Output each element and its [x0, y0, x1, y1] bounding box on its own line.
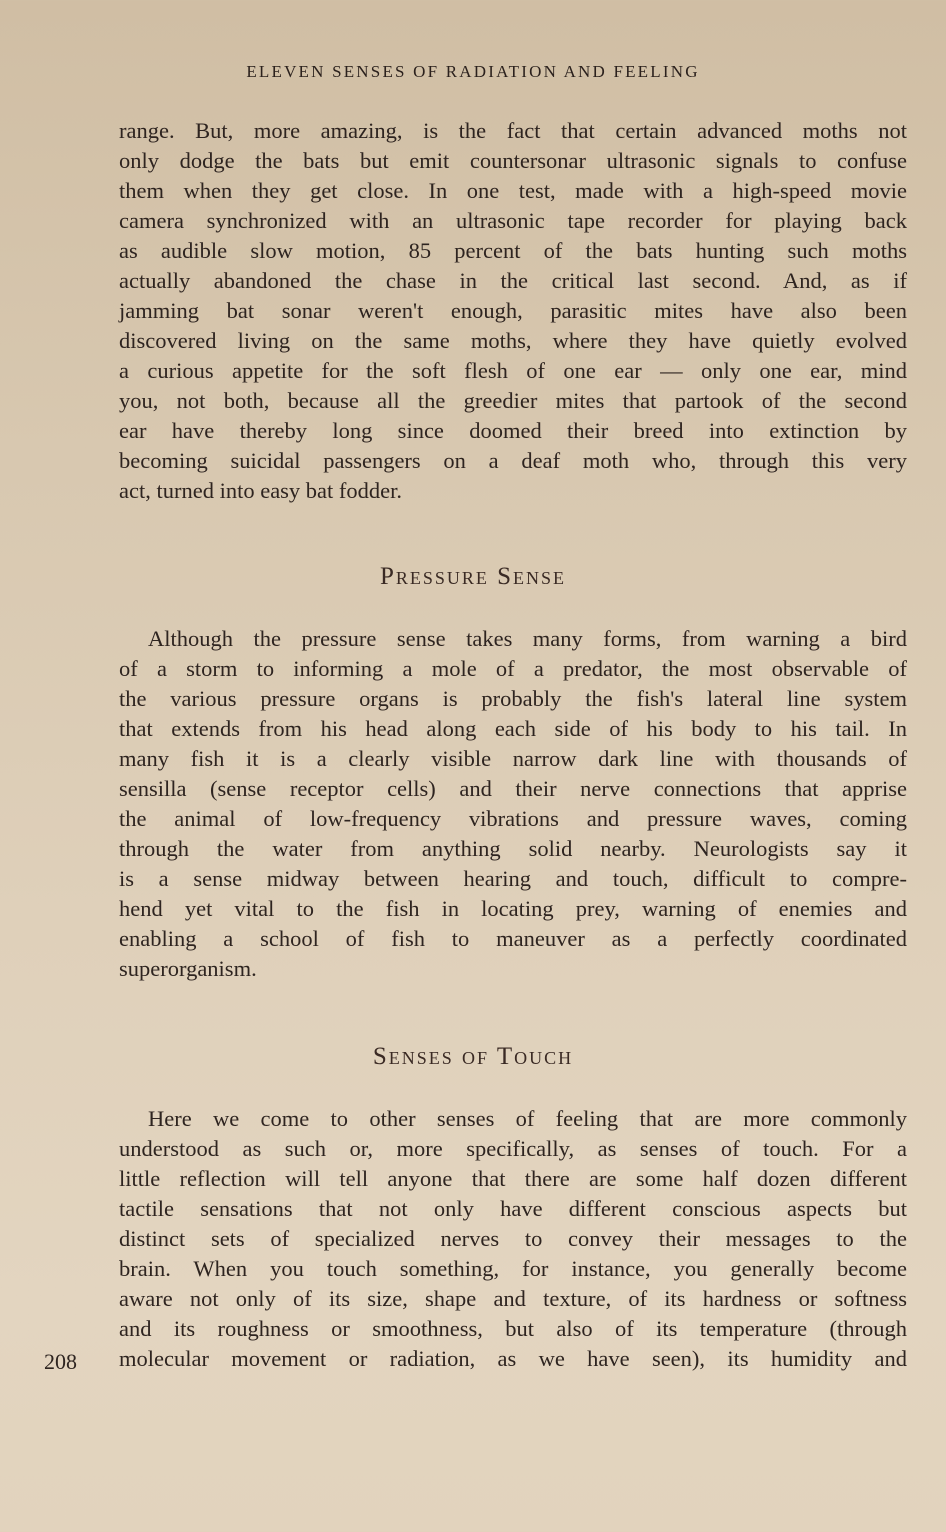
- text-line: act, turned into easy bat fodder.: [119, 478, 403, 503]
- text-line: brain. When you touch something, for instance, you generally become: [119, 1256, 907, 1281]
- text-line: them when they get close. In one test, made with a high-speed movie: [119, 178, 907, 203]
- text-line: enabling a school of fish to maneuver as a perfectly coordinated: [119, 926, 907, 951]
- text-line: camera synchronized with an ultrasonic tape recorder for playing back: [119, 208, 907, 233]
- text-line: Here we come to other senses of feeling that are more commonly: [148, 1106, 907, 1131]
- text-line: superorganism.: [119, 956, 257, 981]
- text-line: only dodge the bats but emit countersonar ultrasonic signals to confuse: [119, 148, 907, 173]
- text-line: is a sense midway between hearing and touch, difficult to compre-: [119, 866, 907, 891]
- text-line: a curious appetite for the soft flesh of one ear — only one ear, mind: [119, 358, 907, 383]
- text-line: becoming suicidal passengers on a deaf moth who, through this very: [119, 448, 907, 473]
- text-line: understood as such or, more specifically, as senses of touch. For a: [119, 1136, 907, 1161]
- text-line: of a storm to informing a mole of a predator, the most observable of: [119, 656, 907, 681]
- text-line: as audible slow motion, 85 percent of the bats hunting such moths: [119, 238, 907, 263]
- text-line: the animal of low-frequency vibrations and pressure waves, coming: [119, 806, 907, 831]
- text-line: distinct sets of specialized nerves to convey their messages to the: [119, 1226, 907, 1251]
- text-line: discovered living on the same moths, where they have quietly evolved: [119, 328, 907, 353]
- text-line: range. But, more amazing, is the fact that certain advanced moths not: [119, 118, 907, 143]
- page-number: 208: [44, 1349, 77, 1374]
- text-line: ear have thereby long since doomed their breed into extinction by: [119, 418, 907, 443]
- text-line: actually abandoned the chase in the critical last second. And, as if: [119, 268, 907, 293]
- text-line: the various pressure organs is probably the fish's lateral line system: [119, 686, 907, 711]
- text-line: tactile sensations that not only have different conscious aspects but: [119, 1196, 907, 1221]
- text-line: Although the pressure sense takes many forms, from warning a bird: [148, 626, 907, 651]
- text-line: sensilla (sense receptor cells) and their nerve connections that apprise: [119, 776, 907, 801]
- text-line: through the water from anything solid nearby. Neurologists say it: [119, 836, 907, 861]
- text-line: many fish it is a clearly visible narrow dark line with thousands of: [119, 746, 907, 771]
- text-line: little reflection will tell anyone that there are some half dozen different: [119, 1166, 907, 1191]
- text-line: jamming bat sonar weren't enough, parasitic mites have also been: [119, 298, 907, 323]
- text-line: and its roughness or smoothness, but also of its temperature (through: [119, 1316, 907, 1341]
- text-line: aware not only of its size, shape and texture, of its hardness or softness: [119, 1286, 907, 1311]
- running-head: ELEVEN SENSES OF RADIATION AND FEELING: [246, 62, 700, 81]
- text-line: molecular movement or radiation, as we have seen), its humidity and: [119, 1346, 907, 1371]
- section-heading-senses-of-touch: Senses of Touch: [372, 1043, 574, 1070]
- text-line: you, not both, because all the greedier mites that partook of the second: [119, 388, 907, 413]
- paragraph-moths: [119, 116, 907, 506]
- paragraph-senses-of-touch: [119, 1104, 907, 1374]
- paragraph-pressure-sense: [119, 624, 907, 984]
- text-line: hend yet vital to the fish in locating prey, warning of enemies and: [119, 896, 907, 921]
- text-line: that extends from his head along each side of his body to his tail. In: [119, 716, 907, 741]
- section-heading-pressure-sense: Pressure Sense: [379, 563, 567, 590]
